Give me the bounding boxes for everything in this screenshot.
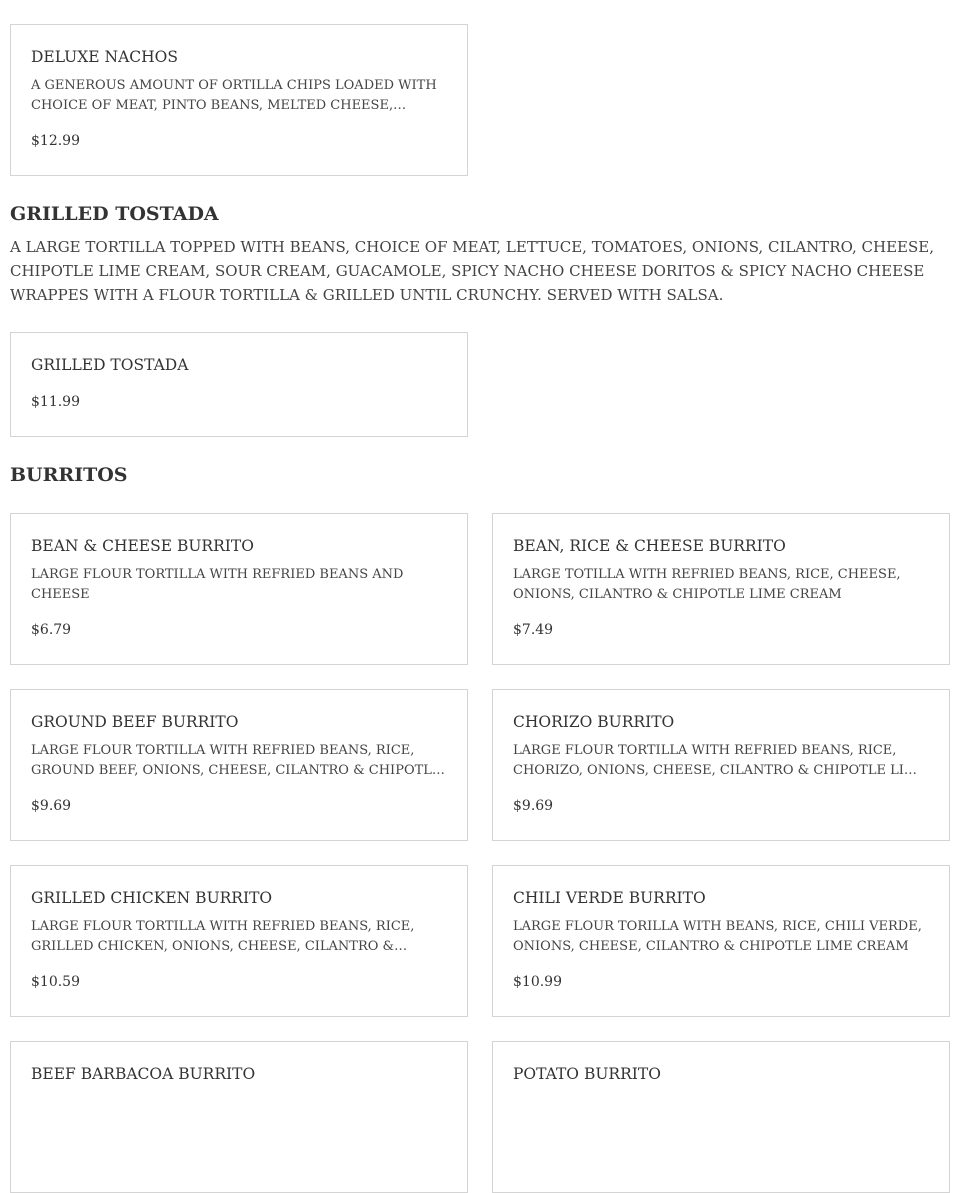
menu-item-name: CHORIZO BURRITO: [513, 713, 675, 731]
menu-item-name: DELUXE NACHOS: [31, 48, 178, 66]
burritos-grid: [10, 513, 950, 1193]
section-description-grilled-tostada: A LARGE TORTILLA TOPPED WITH BEANS, CHOICE OF MEAT, LETTUCE, TOMATOES, ONIONS, CILANTRO, CHEESE, CHIPOTLE LIME CREAM, SOUR CREAM, GUACAMOLE, SPICY NACHO CHEESE DORITOS & SPICY NACHO CHEESE WRAPPES WITH A FLOUR TORTILLA & GRILLED UNTIL CRUNCHY. SERVED WITH SALSA.: [10, 238, 934, 304]
menu-item-card[interactable]: [10, 1041, 468, 1193]
menu-item-price: $12.99: [31, 133, 80, 149]
menu-item-card[interactable]: [492, 865, 950, 1017]
menu-item-description: LARGE FLOUR TORTILLA WITH REFRIED BEANS, RICE, CHORIZO, ONIONS, CHEESE, CILANTRO & CHIPOTLE LIME: [513, 743, 927, 778]
menu-item-name: BEAN & CHEESE BURRITO: [31, 537, 254, 555]
menu-item-name: GRILLED TOSTADA: [31, 356, 189, 374]
menu-item-price: $7.49: [513, 622, 554, 638]
menu-item-card[interactable]: [10, 689, 468, 841]
menu-item-card[interactable]: [10, 865, 468, 1017]
section-title-grilled-tostada: GRILLED TOSTADA: [10, 203, 219, 225]
menu-item-description: A GENEROUS AMOUNT OF ORTILLA CHIPS LOADED WITH CHOICE OF MEAT, PINTO BEANS, MELTED CHEESE,: [31, 78, 437, 113]
menu-item-name: BEEF BARBACOA BURRITO: [31, 1065, 256, 1083]
menu-item-name: CHILI VERDE BURRITO: [513, 889, 706, 907]
menu-item-card[interactable]: [10, 513, 468, 665]
menu-item-price: $9.69: [513, 798, 554, 814]
menu-item-card[interactable]: [492, 689, 950, 841]
menu-item-price: $10.99: [513, 974, 562, 990]
menu-item-price: $11.99: [31, 394, 80, 410]
menu-item-price: $6.79: [31, 622, 72, 638]
menu-item-name: GROUND BEEF BURRITO: [31, 713, 239, 731]
grilled-tostada-grid: [10, 332, 950, 437]
menu-item-card[interactable]: [10, 332, 468, 437]
menu-item-description: LARGE FLOUR TORTILLA WITH REFRIED BEANS, RICE, GRILLED CHICKEN, ONIONS, CHEESE, CILANTRO &: [31, 919, 415, 954]
menu-item-description: LARGE TOTILLA WITH REFRIED BEANS, RICE, CHEESE, ONIONS, CILANTRO & CHIPOTLE LIME CREAM: [513, 567, 901, 602]
menu-item-card[interactable]: [10, 24, 468, 176]
menu-item-description: LARGE FLOUR TORTILLA WITH REFRIED BEANS AND CHEESE: [31, 567, 404, 602]
menu-item-card[interactable]: [492, 1041, 950, 1193]
menu-item-description: LARGE FLOUR TORTILLA WITH REFRIED BEANS, RICE, GROUND BEEF, ONIONS, CHEESE, CILANTRO & CHIPOTLE: [31, 743, 442, 778]
menu-item-price: $9.69: [31, 798, 72, 814]
menu-item-card[interactable]: [492, 513, 950, 665]
section-title-burritos: BURRITOS: [10, 464, 128, 486]
menu-item-name: BEAN, RICE & CHEESE BURRITO: [513, 537, 786, 555]
nachos-grid: [10, 24, 950, 176]
menu-item-price: $10.59: [31, 974, 80, 990]
menu-item-name: GRILLED CHICKEN BURRITO: [31, 889, 273, 907]
menu-item-description: LARGE FLOUR TORILLA WITH BEANS, RICE, CHILI VERDE, ONIONS, CHEESE, CILANTRO & CHIPOTLE LIME CREAM: [513, 919, 922, 954]
menu-item-name: POTATO BURRITO: [513, 1065, 661, 1083]
